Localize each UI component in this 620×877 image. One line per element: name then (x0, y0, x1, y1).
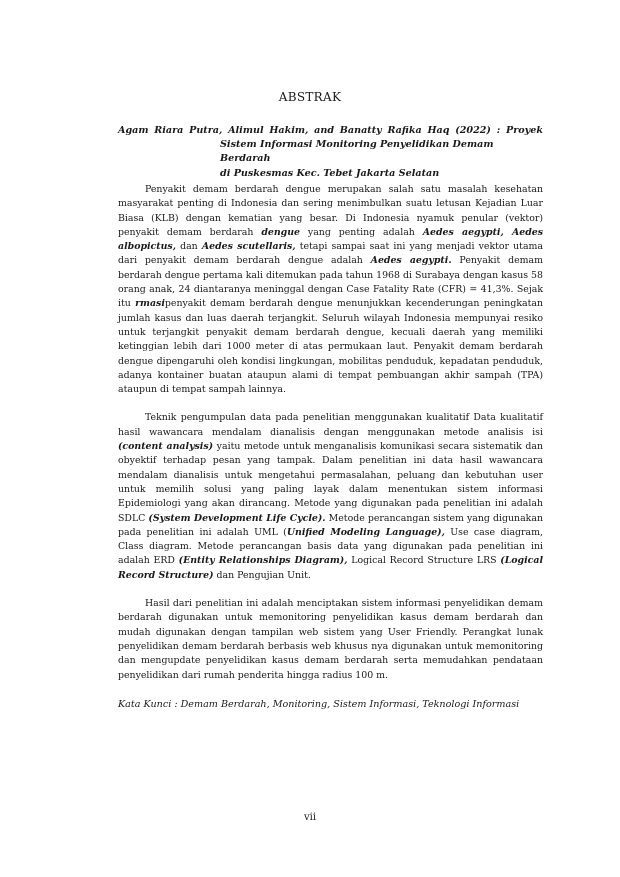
abstract-paragraph-1 (118, 183, 543, 397)
italic-term: Unified Modeling Language), (286, 526, 445, 538)
text-run: Penyakit demam berdarah dengue pertama kali ditemukan pada tahun 1968 di Surabaya dengan kasus 58 orang anak, 24 diantaranya meninggal dengan Case Fatality Rate (CFR) = 41,3%. Sejak itu (118, 255, 543, 310)
text-run: yaitu metode untuk menganalisis komunikasi secara sistematik dan obyektif terhadap pesan yang tampak. Dalam penelitian ini data hasil wawancara mendalam dianalisis untuk mengetahui permasalahan, peluang dan kebutuhan user untuk memilih solusi yang paling layak dalam menentukan sistem informasi Epidemiologi yang akan dirancang. Metode yang digunakan pada penelitian ini adalah SDLC (118, 441, 543, 524)
abstract-paragraph-3: Hasil dari penelitian ini adalah menciptakan sistem informasi penyelidikan demam berdarah digunakan untuk memonitoring penyelidikan kasus demam berdarah dan mudah digunakan dengan tampilan web sistem yang User Friendly. Perangkat lunak penyelidikan demam berdarah berbasis web khusus nya digunakan untuk memonitoring dan mengupdate penyelidikan kasus demam berdarah serta memudahkan pendataan penyelidikan dari rumah penderita hingga radius 100 m. (118, 598, 543, 681)
abstract-paragraph-2 (118, 411, 543, 583)
abstract-title: ABSTRAK (278, 90, 342, 104)
keywords-label: Kata Kunci : (118, 699, 178, 710)
italic-term: Aedes aegypti, Aedes albopictus, (118, 226, 543, 253)
text-run: tetapi sampai saat ini yang menjadi vektor utama dari penyakit demam berdarah dengue adalah (118, 241, 544, 267)
text-run: dan (175, 241, 202, 253)
text-run: penyakit demam berdarah dengue menunjukkan kecenderungan peningkatan jumlah kasus dan luas daerah terjangkit. Seluruh wilayah Indonesia mempunyai resiko untuk terjangkit penyakit demam berdarah dengue, kecuali daerah yang memiliki ketinggian lebih dari 1000 meter di atas permukaan laut. Penyakit demam berdarah dengue dipengaruhi oleh kondisi lingkungan, mobilitas penduduk, kepadatan penduduk, adanya kontainer buatan ataupun alami di tempat pembuangan akhir sampah (TPA) ataupun di tempat sampah lainnya. (118, 298, 543, 396)
text-run: yang penting adalah (299, 226, 423, 238)
italic-term: Aedes scutellaris, (201, 241, 296, 253)
italic-term: (content analysis) (118, 441, 214, 453)
citation-title-line: Sistem Informasi Monitoring Penyelidikan Demam Berdarah (220, 139, 494, 165)
text-run: Penyakit demam berdarah dengue merupakan salah satu masalah kesehatan masyarakat penting di Indonesia dan sering menimbulkan suatu letusan Kejadian Luar Biasa (KLB) dengan kematian yang besar. Di Indonesia nyamuk penular (vektor) penyakit demam berdarah (118, 184, 543, 238)
italic-term: rmasi (135, 298, 165, 310)
citation-block (118, 124, 543, 181)
abstract-body (118, 183, 543, 697)
italic-term: dengue (261, 226, 300, 238)
keywords (118, 698, 543, 712)
page-number: vii (303, 812, 317, 823)
text-run: Use case diagram, Class diagram. Metode perancangan basis data yang digunakan pada penelitian ini adalah ERD (118, 526, 543, 567)
italic-term: (System Development Life Cycle). (148, 512, 326, 524)
keywords-text: Demam Berdarah, Monitoring, Sistem Informasi, Teknologi Informasi (177, 699, 520, 710)
italic-term: Aedes aegypti. (370, 255, 452, 267)
text-run: dan Pengujian Unit. (213, 569, 311, 581)
citation-location-line: di Puskesmas Kec. Tebet Jakarta Selatan (220, 167, 440, 179)
text-run: Logical Record Structure LRS (347, 555, 501, 567)
text-run: Teknik pengumpulan data pada penelitian menggunakan kualitatif Data kualitatif hasil wawancara mendalam dianalisis dengan menggunakan metode analisis isi (118, 412, 543, 438)
italic-term: (Entity Relationships Diagram), (178, 555, 348, 567)
text-run: Metode perancangan sistem yang digunakan pada penelitian ini adalah UML ( (118, 512, 543, 538)
citation-authors-line: Agam Riara Putra, Alimul Hakim, and Banatty Rafika Haq (2022) : Proyek (118, 125, 543, 136)
italic-term: (Logical Record Structure) (118, 555, 544, 581)
